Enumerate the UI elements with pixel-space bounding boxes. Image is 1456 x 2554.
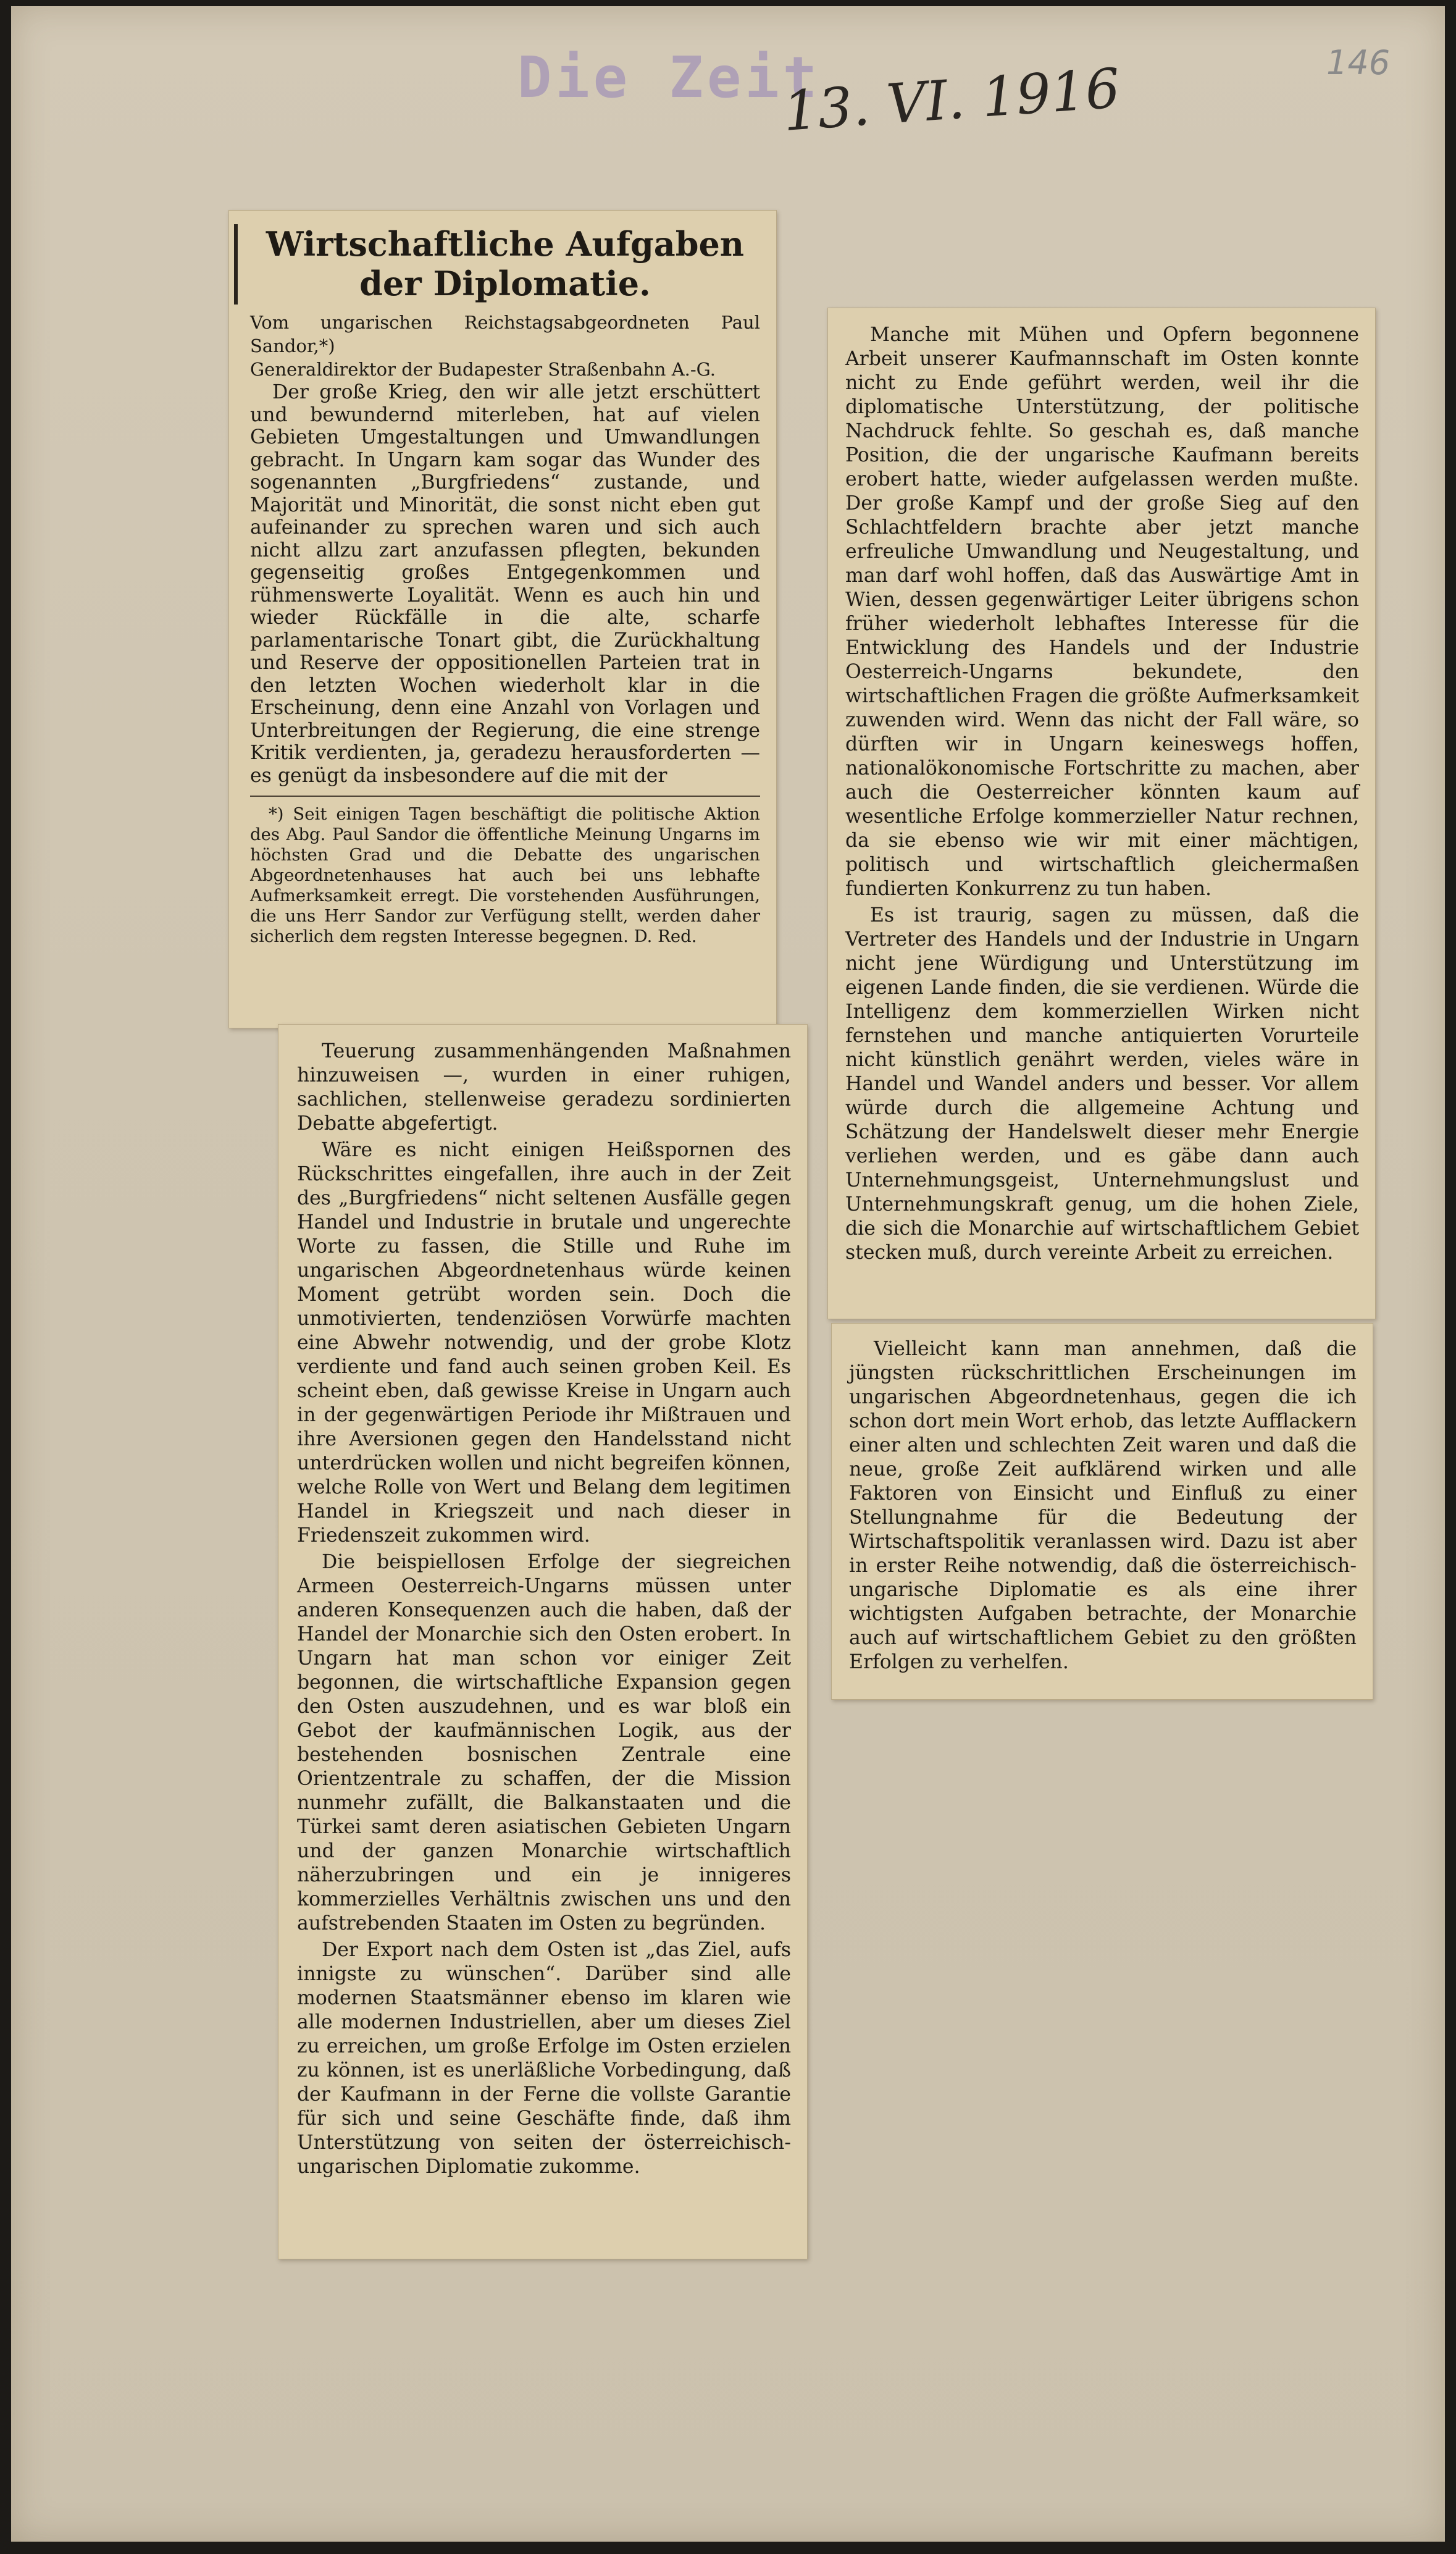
article-byline: Vom ungarischen Reichstagsabgeordneten Paul Sandor,*): [250, 312, 760, 356]
title-bar-decoration: [234, 224, 238, 305]
closing-paragraph: Vielleicht kann man annehmen, daß die jüngsten rückschrittlichen Erscheinungen im ungarischen Abgeordnetenhaus, gegen die ich schon dort mein Wort erhob, das letzte Aufflackern einer alten und schlechten Zeit waren und daß die neue, große Zeit aufklärend wirken und alle Faktoren von Einsicht und Einfluß zu einer Stellungnahme für die Bedeutung der Wirtschaftspolitik veranlassen wird. Dazu ist aber in erster Reihe notwendig, daß die österreichisch-ungarische Diplomatie es als eine ihrer wichtigsten Aufgaben betrachte, der Monarchie auch auf wirtschaftlichem Gebiet zu den größten Erfolgen zu verhelfen.: [849, 1338, 1357, 1673]
footnote-divider: [250, 796, 760, 797]
intro-paragraph: Der große Krieg, den wir alle jetzt erschüttert und bewundernd miterleben, hat auf vielen Gebieten Umgestaltungen und Umwandlungen gebracht. In Ungarn kam sogar das Wunder des sogenannten „Burgfriedens“ zustande, und Majorität und Minorität, die sonst nicht eben gut aufeinander zu sprechen waren und sich auch nicht allzu zart anzufassen pflegten, bekunden gegenseitig großes Entgegenkommen und rühmenswerte Loyalität. Wenn es auch hin und wieder Rückfälle in die alte, scharfe parlamentarische Tonart gibt, die Zurückhaltung und Reserve der oppositionellen Parteien trat in den letzten Wochen wiederholt klar in die Erscheinung, denn eine Anzahl von Vorlagen und Unterbreitungen der Regierung, die eine strenge Kritik verdienten, ja, geradezu herausforderten — es genügt da insbesondere auf die mit der: [250, 381, 760, 787]
handwritten-date: 13. VI. 1916: [781, 56, 1123, 143]
paragraph: Der Export nach dem Osten ist „das Ziel, aufs innigste zu wünschen“. Darüber sind alle modernen Staatsmänner ebenso im klaren wie alle modernen Industriellen, aber um dieses Ziel zu erreichen, um große Erfolge im Osten erzielen zu können, ist es unerläßliche Vorbedingung, daß der Kaufmann in der Ferne die vollste Garantie für sich und seine Geschäfte finde, daß ihm Unterstützung von seiten der österreichisch-ungarischen Diplomatie zukomme.: [297, 1939, 791, 2178]
author-position: Generaldirektor der Budapester Straßenbahn A.-G.: [250, 359, 716, 380]
clipping-second-column: [278, 1024, 808, 2259]
clipping-closing-paragraph: [831, 1323, 1373, 1700]
paragraph: Die beispiellosen Erfolge der siegreichen Armeen Oesterreich-Ungarns müssen unter anderen Konsequenzen auch die haben, daß der Handel der Monarchie sich den Osten erobert. In Ungarn hat man schon vor einiger Zeit begonnen, die wirtschaftliche Expansion gegen den Osten auszudehnen, und es war bloß ein Gebot der kaufmännischen Logik, aus der bestehenden bosnischen Zentrale eine Orientzentrale zu schaffen, der die Mission nunmehr zufällt, die Balkanstaaten und die Türkei samt deren asiatischen Gebieten Ungarn und der ganzen Monarchie wirtschaftlich näherzubringen und ein je innigeres kommerzielles Verhältnis zwischen uns und den aufstrebenden Staaten im Osten zu begründen.: [297, 1551, 791, 1934]
paragraph: Es ist traurig, sagen zu müssen, daß die Vertreter des Handels und der Industrie in Ungarn nicht jene Würdigung und Unterstützung im eigenen Lande finden, die sie verdienen. Würde die Intelligenz dem kommerziellen Wirken nicht fernstehen und manche antiquierten Vorurteile nicht künstlich genährt werden, vieles wäre in Handel und Wandel anders und besser. Vor allem würde durch die allgemeine Achtung und Schätzung der Handelswelt dieser mehr Energie verliehen werden, und es gäbe dann auch Unternehmungsgeist, Unternehmungslust und Unternehmungskraft genug, um die hohen Ziele, die sich die Monarchie auf wirtschaftlichem Gebiet stecken muß, durch vereinte Arbeit zu erreichen.: [845, 904, 1359, 1264]
folio-number: 146: [1326, 43, 1391, 82]
paragraph: Teuerung zusammenhängenden Maßnahmen hinzuweisen —, wurden in einer ruhigen, sachlichen, stellenweise geradezu sordinierten Debatte abgefertigt.: [297, 1040, 791, 1135]
newspaper-stamp: Die Zeit: [517, 44, 821, 111]
archive-sheet: [11, 6, 1445, 2542]
editorial-footnote: *) Seit einigen Tagen beschäftigt die politische Aktion des Abg. Paul Sandor die öffentliche Meinung Ungarns im höchsten Grad und die Debatte des ungarischen Abgeordnetenhauses hat auch bei uns lebhafte Aufmerksamkeit erregt. Die vorstehenden Ausführungen, die uns Herr Sandor zur Verfügung stellt, werden daher sicherlich dem regsten Interesse begegnen. D. Red.: [250, 804, 760, 946]
paragraph: Wäre es nicht einigen Heißspornen des Rückschrittes eingefallen, ihre auch in der Zeit des „Burgfriedens“ nicht seltenen Ausfälle gegen Handel und Industrie in brutale und ungerechte Worte zu fassen, die Stille und Ruhe im ungarischen Abgeordnetenhaus würde keinen Moment getrübt worden sein. Doch die unmotivierten, tendenziösen Vorwürfe machten eine Abwehr notwendig, und der grobe Klotz verdiente und fand auch seinen groben Keil. Es scheint eben, daß gewisse Kreise in Ungarn auch in der gegenwärtigen Periode ihr Mißtrauen und ihre Aversionen gegen den Handelsstand nicht unterdrücken wollen und nicht begreifen können, welche Rolle von Wert und Belang dem legitimen Handel in Kriegszeit und nach dieser in Friedenszeit zukommen wird.: [297, 1139, 791, 1547]
clipping-headline-column: [228, 210, 777, 1028]
article-title: Wirtschaftliche Aufgaben der Diplomatie.: [266, 224, 745, 303]
clipping-third-column: [827, 308, 1376, 1319]
paragraph: Manche mit Mühen und Opfern begonnene Arbeit unserer Kaufmannschaft im Osten konnte nicht zu Ende geführt werden, weil ihr die diplomatische Unterstützung, der politische Nachdruck fehlte. So geschah es, daß manche Position, die der ungarische Kaufmann bereits erobert hatte, wieder aufgelassen werden mußte. Der große Kampf und der große Sieg auf den Schlachtfeldern brachte aber jetzt manche erfreuliche Umwandlung und Neugestaltung, und man darf wohl hoffen, daß das Auswärtige Amt in Wien, dessen gegenwärtiger Leiter übrigens schon früher wiederholt lebhaftes Interesse für die Entwicklung des Handels und der Industrie Oesterreich-Ungarns bekundete, den wirtschaftlichen Fragen die größte Aufmerksamkeit zuwenden wird. Wenn das nicht der Fall wäre, so dürften wir in Ungarn keineswegs hoffen, nationalökonomische Fortschritte zu machen, aber auch die Oesterreicher könnten kaum auf wesentliche Erfolge kommerzieller Natur rechnen, da sie ebenso wie wir mit einer mächtigen, politisch und wirtschaftlich gleichermaßen fundierten Konkurrenz zu tun haben.: [845, 324, 1359, 900]
